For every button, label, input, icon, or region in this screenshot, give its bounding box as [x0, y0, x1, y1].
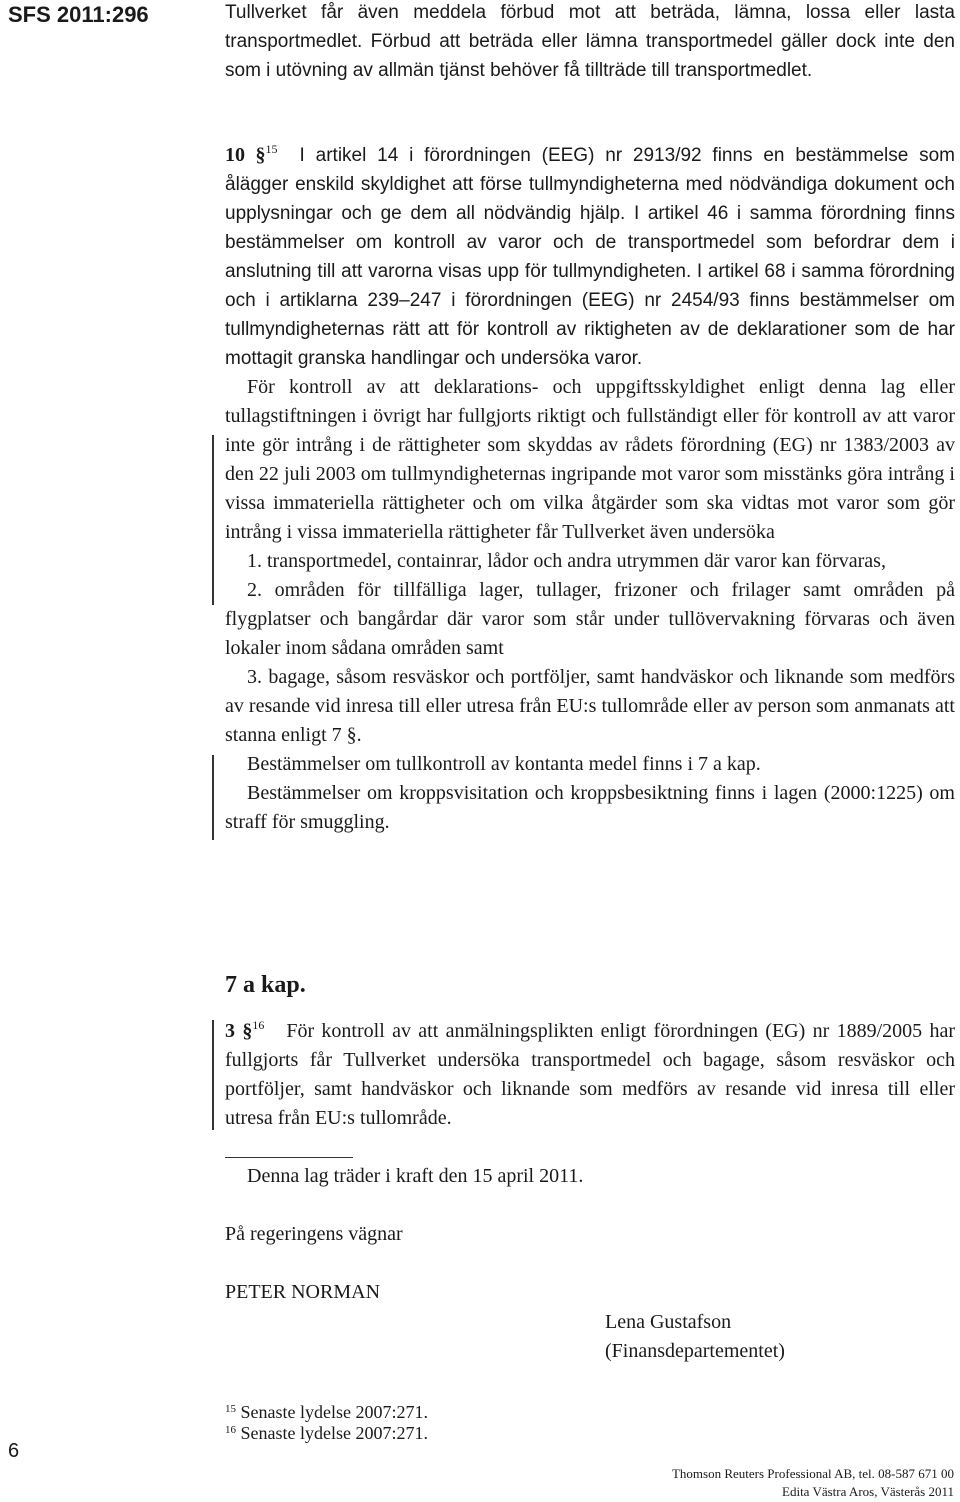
main-text-column	[225, 0, 955, 85]
footnote-ref: 16	[252, 1018, 265, 1032]
section-number: 3	[225, 1020, 235, 1042]
section-sign: §	[242, 1020, 253, 1042]
effective-date: Denna lag träder i kraft den 15 april 2011.	[247, 1165, 584, 1187]
change-bar	[212, 435, 214, 605]
list-item: 2. områden för tillfälliga lager, tullager, frizoner och frilager samt områden på flygplatser och bangårdar där varor som står under tullövervakning förvaras och även lokaler inom sådana områden samt	[225, 579, 955, 659]
section-3-text: För kontroll av att anmälningsplikten enligt förordningen (EG) nr 1889/2005 har fullgjorts får Tullverket undersöka transportmedel och bagage, såsom resväskor och portföljer, samt handväskor och liknande som medförs av resande vid inresa till eller utresa från EU:s tullområde.	[225, 1020, 955, 1129]
section-10-text: I artikel 14 i förordningen (EEG) nr 2913/92 finns en bestämmelse som ålägger enskild skyldighet att förse tullmyndigheterna med nödvändiga dokument och upplysningar och ge dem all nödvändig hjälp. I artikel 46 i samma förordning finns bestämmelser om kontroll av varor och de transportmedel som befordrar dem i anslutning till att varorna visas upp för tullmyndigheten.	[225, 145, 956, 282]
footnote: $^{15}$ Senaste lydelse 2007:271.	[225, 1402, 428, 1422]
top-paragraph: Tullverket får även meddela förbud mot att beträda, lämna, lossa eller lasta transportmedlet. Förbud att beträda eller lämna transportmedel gäller dock inte den som i utövning av allmän tjänst behöver få tillträde till transportmedlet.	[225, 2, 955, 81]
footnote-ref: 15	[265, 142, 278, 156]
footnotes	[225, 1402, 428, 1444]
publisher-line: Thomson Reuters Professional AB, tel. 08-587 671 00	[671, 1466, 954, 1481]
publisher-info	[672, 1465, 954, 1501]
list-item: 1. transportmedel, containrar, lådor och andra utrymmen där varor kan förvaras,	[247, 550, 886, 572]
printer-line: Edita Västra Aros, Västerås 2011	[782, 1484, 954, 1499]
section-10-p2: För kontroll av att deklarations- och uppgiftsskyldighet enligt denna lag eller tullagstiftningen i övrigt har fullgjorts riktigt och fullständigt eller för kontroll av att varor inte gör intrång i de rättigheter som skyddas av rådets förordning (EG) nr 1383/2003 av den 22 juli 2003 om tullmyndigheternas ingripande mot varor som misstänks göra intrång i vissa immateriella rättigheter och om vilka åtgärder som ska vidtas mot varor som gör intrång i vissa immateriella rättigheter får Tullverket även undersöka	[225, 376, 955, 543]
section-number: 10	[225, 144, 245, 166]
list-item: 3. bagage, såsom resväskor och portföljer, samt handväskor och liknande som medförs av resande vid inresa till eller utresa från EU:s tullområde eller av person som anmanats att stanna enligt 7 §.	[225, 666, 955, 746]
department-name: (Finansdepartementet)	[605, 1340, 785, 1362]
footnote: $^{16}$ Senaste lydelse 2007:271.	[225, 1423, 428, 1443]
on-behalf-line: På regeringens vägnar	[225, 1223, 403, 1245]
minister-name: PETER NORMAN	[225, 1281, 381, 1303]
section-3-paragraph	[225, 1017, 955, 1133]
divider	[225, 1157, 353, 1158]
change-bar	[212, 1020, 214, 1130]
section-3	[225, 1017, 955, 1133]
section-10-text-cont: I artikel 68 i samma förordning och i artiklarna 239–247 i förordningen (EEG) nr 2454/93 finns bestämmelser om tullmyndigheternas rätt att för kontroll av riktigheten av de deklarationer som de har mottagit granska handlingar och undersöka varor.	[225, 261, 955, 369]
chapter-7a	[225, 972, 955, 999]
change-bar	[212, 755, 214, 840]
section-10	[225, 141, 955, 837]
section-10-paragraph	[225, 141, 955, 373]
page-number: 6	[8, 1440, 20, 1462]
section-10-p4: Bestämmelser om kroppsvisitation och kroppsbesiktning finns i lagen (2000:1225) om straff för smuggling.	[225, 782, 955, 833]
section-10-p3: Bestämmelser om tullkontroll av kontanta medel finns i 7 a kap.	[247, 753, 761, 775]
official-name: Lena Gustafson	[605, 1311, 732, 1333]
chapter-heading: 7 a kap.	[225, 972, 306, 998]
sfs-number: SFS 2011:296	[8, 2, 149, 27]
section-sign: §	[255, 144, 266, 166]
